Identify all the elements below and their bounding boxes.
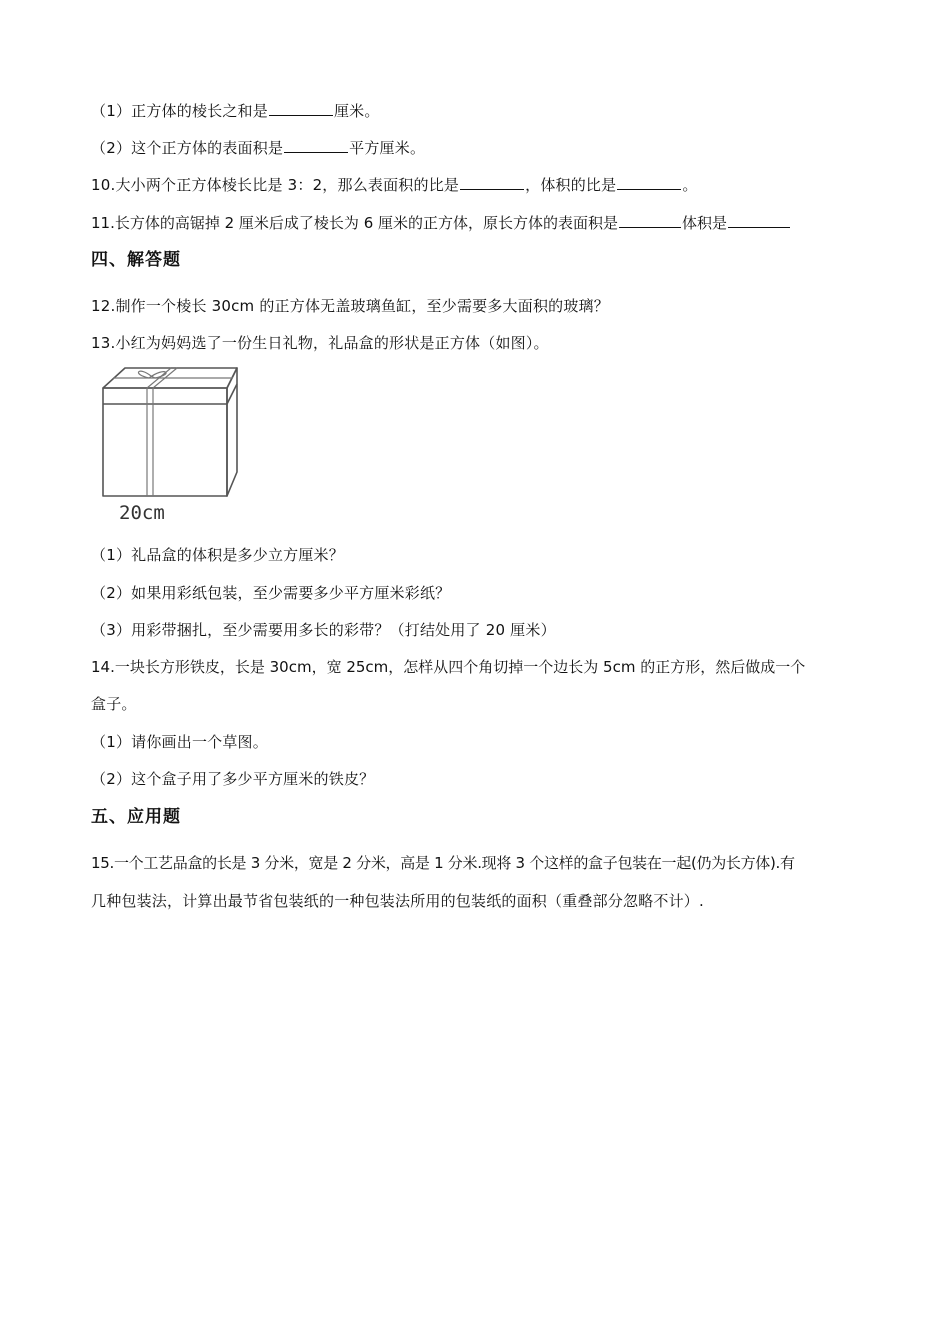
q15-line2: 几种包装法，计算出最节省包装纸的一种包装法所用的包装纸的面积（重叠部分忽略不计）. (91, 892, 704, 910)
ribbon-bow (138, 371, 166, 378)
gift-box-drawing (91, 364, 243, 504)
q9-part1-unit: 厘米。 (333, 102, 380, 120)
q14-line2: 盒子。 (91, 695, 137, 713)
q9-part2-text: （2）这个正方体的表面积是 (91, 139, 284, 157)
q10-end: 。 (682, 176, 698, 194)
q9-part2-unit: 平方厘米。 (349, 139, 426, 157)
q13: 13.小红为妈妈选了一份生日礼物，礼品盒的形状是正方体（如图）。 (91, 334, 549, 352)
q13-part1: （1）礼品盒的体积是多少立方厘米？ (91, 546, 344, 564)
q13-part3: （3）用彩带捆扎，至少需要用多长的彩带？（打结处用了 20 厘米） (91, 621, 556, 639)
q9-part1 (91, 100, 380, 121)
answer-blank[interactable] (460, 174, 524, 190)
lid-edge-side (227, 384, 237, 404)
q11 (91, 212, 791, 233)
q10-text: 10.大小两个正方体棱长比是 3：2，那么表面积的比是 (91, 176, 460, 194)
section-four-heading: 四、解答题 (91, 250, 181, 270)
q13-part2: （2）如果用彩纸包装，至少需要多少平方厘米彩纸？ (91, 584, 451, 602)
q14-part1: （1）请你画出一个草图。 (91, 733, 268, 751)
q15-line1: 15.一个工艺品盒的长是 3 分米，宽是 2 分米，高是 1 分米.现将 3 个这样的盒子包装在一起(仍为长方体).有 (91, 854, 795, 872)
q9-part2 (91, 137, 425, 158)
answer-blank[interactable] (269, 100, 333, 116)
figure-dimension-label: 20cm (119, 502, 165, 524)
answer-blank[interactable] (728, 212, 790, 228)
answer-blank[interactable] (284, 137, 348, 153)
gift-box-figure (91, 364, 243, 530)
q14-part2: （2）这个盒子用了多少平方厘米的铁皮？ (91, 770, 375, 788)
q12: 12.制作一个棱长 30cm 的正方体无盖玻璃鱼缸，至少需要多大面积的玻璃？ (91, 297, 609, 315)
answer-blank[interactable] (619, 212, 681, 228)
q11-middle: 体积是 (682, 214, 728, 232)
section-five-heading: 五、应用题 (91, 807, 181, 827)
answer-blank[interactable] (617, 174, 681, 190)
q10 (91, 174, 698, 195)
q10-middle: ，体积的比是 (525, 176, 617, 194)
q9-part1-text: （1）正方体的棱长之和是 (91, 102, 268, 120)
q11-text: 11.长方体的高锯掉 2 厘米后成了棱长为 6 厘米的正方体，原长方体的表面积是 (91, 214, 619, 232)
q14-line1: 14.一块长方形铁皮，长是 30cm，宽 25cm，怎样从四个角切掉一个边长为 5cm 的正方形，然后做成一个 (91, 658, 806, 676)
